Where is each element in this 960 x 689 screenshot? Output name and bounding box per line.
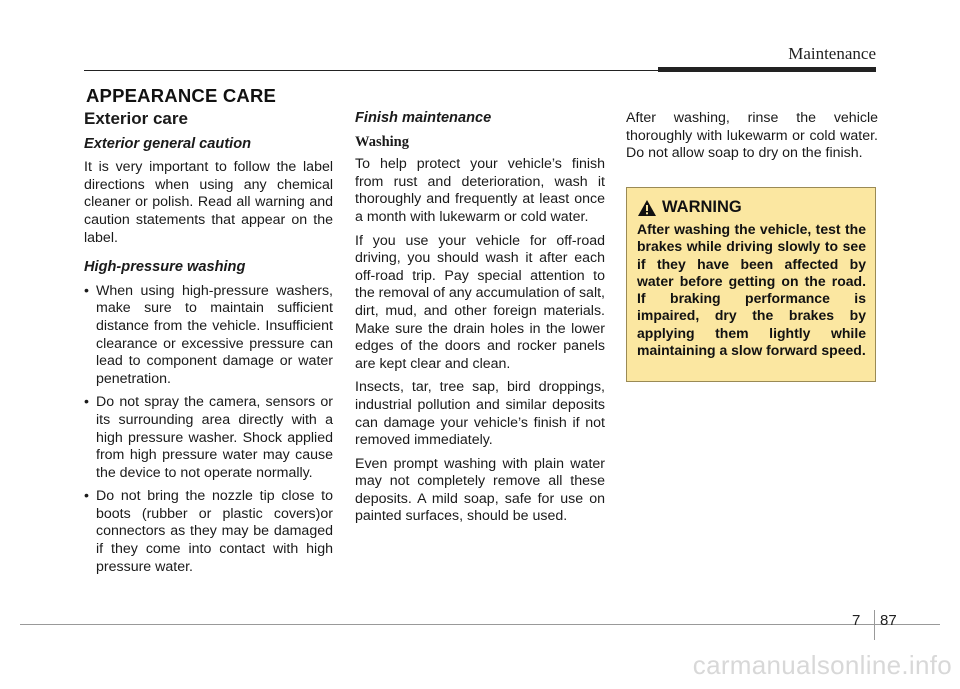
column-3 — [626, 110, 878, 169]
list-item: • Do not bring the nozzle tip close to boots (rubber or plastic covers)or connectors as they may be damaged if they come into contact with high pressure water. — [84, 488, 333, 576]
watermark: carmanualsonline.info — [692, 650, 952, 680]
paragraph: Insects, tar, tree sap, bird droppings, industrial pollution and similar deposits can damage your vehicle’s finish if not removed immediately. — [355, 379, 605, 449]
footer-rule — [20, 624, 940, 625]
subheading-high-pressure-washing: High-pressure washing — [84, 259, 246, 276]
paragraph: After washing, rinse the vehicle thoroughly with lukewarm or cold water. Do not allow soap to dry on the finish. — [626, 110, 878, 162]
subheading-exterior-general-caution: Exterior general caution — [84, 135, 252, 152]
page-number: 87 — [880, 612, 897, 629]
warning-header — [637, 198, 866, 217]
paragraph: It is very important to follow the label directions when using any chemical cleaner or polish. Read all warning and caution statements that appear on the label. — [84, 159, 333, 246]
paragraph: To help protect your vehicle’s finish from rust and deterioration, wash it thoroughly and frequently at least once a month with lukewarm or cold water. — [355, 156, 605, 225]
warning-text: After washing the vehicle, test the brakes while driving slowly to see if they have been affected by water before getting on the road. If braking performance is impaired, dry the brakes by applying them lightly while maintaining a slow forward speed. — [637, 221, 866, 359]
section-title: APPEARANCE CARE — [86, 85, 277, 106]
bullet-list — [84, 283, 333, 577]
footer-separator — [874, 610, 875, 640]
warning-triangle-icon — [637, 199, 657, 217]
list-item: • Do not spray the camera, sensors or its surrounding area directly with a high pressure washer. Shock applied from high pressure water may cause the device to not operate normally. — [84, 394, 333, 482]
paragraph: If you use your vehicle for off-road driving, you should wash it after each off-road trip. Pay special attention to the removal of any accumulation of salt, dirt, mud, and other foreign materials. Make sure the drain holes in the lower edges of the doors and rocker panels are kept clear and clean. — [355, 232, 605, 372]
header-rule-accent — [658, 67, 876, 72]
warning-box — [626, 187, 876, 382]
column-2 — [355, 110, 605, 532]
heading-exterior-care: Exterior care — [84, 109, 188, 128]
subheading-finish-maintenance: Finish maintenance — [355, 110, 492, 126]
label-washing: Washing — [355, 133, 409, 150]
warning-title: WARNING — [662, 198, 742, 216]
list-item: • When using high-pressure washers, make sure to maintain sufficient distance from the vehicle. Insufficient clearance or excessive pressure can lead to component damage or water penetration. — [84, 283, 333, 389]
paragraph: Even prompt washing with plain water may not completely remove all these deposits. A mild soap, safe for use on painted surfaces, should be used. — [355, 455, 605, 525]
page-chapter: 7 — [852, 612, 861, 629]
column-1 — [84, 110, 333, 582]
header-section-title: Maintenance — [788, 44, 876, 63]
